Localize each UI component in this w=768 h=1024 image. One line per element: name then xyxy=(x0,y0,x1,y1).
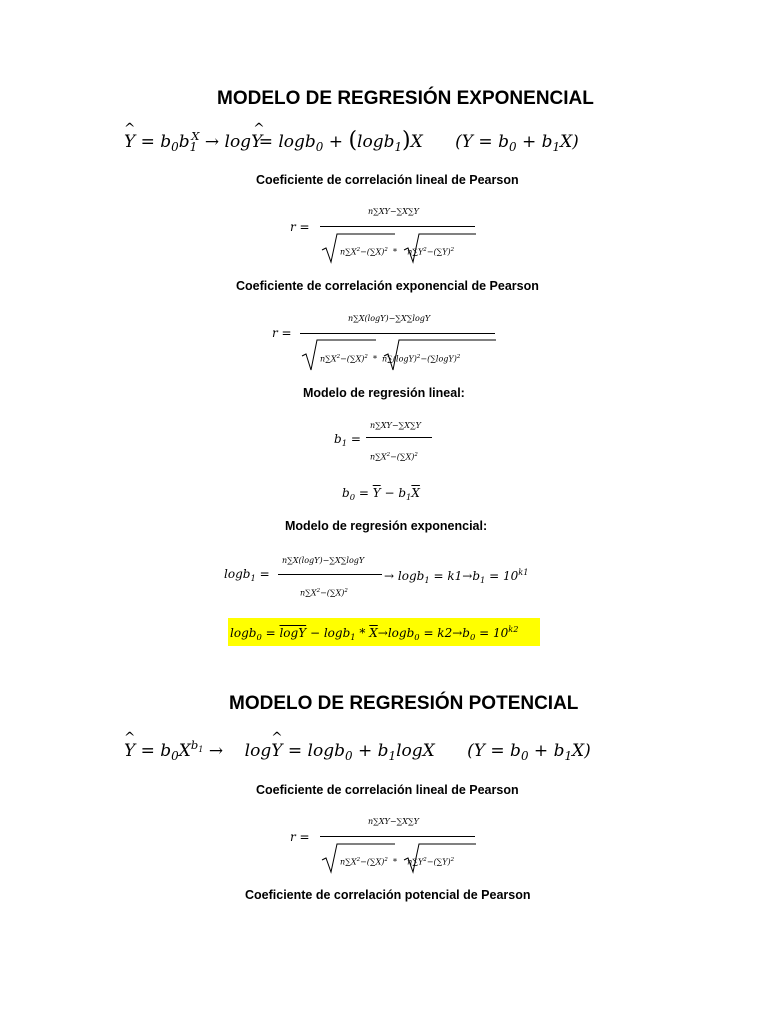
b1-formula-numerator: n∑XY−∑X∑Y xyxy=(370,421,421,430)
r-formula-linear-2-numerator: n∑XY−∑X∑Y xyxy=(368,817,419,826)
logb1-formula: logb$_1$ = xyxy=(224,567,270,583)
fraction-bar xyxy=(300,333,495,334)
logb1-result: → $\log b_1 = k1\to b_1 = 10^{k1}$ xyxy=(384,567,529,585)
fraction-bar xyxy=(320,226,475,227)
r-formula-exponential-numerator: n∑X(logY)−∑X∑logY xyxy=(348,314,431,323)
b1-formula-denominator: $n\sum X^2-(\sum X)^2$ xyxy=(370,452,418,462)
r-formula-exponential: r = xyxy=(272,326,292,340)
caption-exp-regression: Modelo de regresión exponencial: xyxy=(285,519,488,533)
logb1-formula-denominator: $n\sum X^2-(\sum X)^2$ xyxy=(300,588,348,598)
r-formula-linear-2-denominator: $n\sum X^2-(\sum X)^2$ * $n\sum Y^2-(\sum Y)^2$ xyxy=(340,857,455,867)
section-title-exponential: MODELO DE REGRESIÓN EXPONENCIAL xyxy=(217,88,594,109)
caption-exp-pearson: Coeficiente de correlación exponencial de Pearson xyxy=(236,279,539,293)
fraction-bar xyxy=(278,574,382,575)
logb0-formula: $\log b_0 = \log Y - \log b_1 * \overline{X}\to\log b_0 = k2\to b_0 = 10^{k2}$ xyxy=(230,624,519,642)
section-title-potential: MODELO DE REGRESIÓN POTENCIAL xyxy=(229,693,579,714)
r-formula-linear-1-denominator: $n\sum X^2-(\sum X)^2$ * $n\sum Y^2-(\sum Y)^2$ xyxy=(340,247,455,257)
fraction-bar xyxy=(366,437,432,438)
b0-formula: $b_0 = \overline{Y} - b_1\overline{X}$ xyxy=(342,486,420,502)
r-formula-linear-2: r = xyxy=(290,830,310,844)
caption-pot-pearson: Coeficiente de correlación potencial de Pearson xyxy=(245,888,531,902)
fraction-bar xyxy=(320,836,475,837)
r-formula-linear-1: r = xyxy=(290,220,310,234)
logb1-formula-numerator: n∑X(logY)−∑X∑logY xyxy=(282,556,365,565)
b1-formula: $b_1$ = xyxy=(334,432,361,448)
r-formula-exponential-denominator: $n\sum X^2-(\sum X)^2 * n\sum(\log Y)^2-(\sum\log Y)^2$ xyxy=(320,354,461,364)
caption-linear-pearson-2: Coeficiente de correlación lineal de Pearson xyxy=(256,783,519,797)
potential-model-equation: ^ $Y = b_0X^{b_1}$ → log^ $Y = \log b_0 + b_1\log X$ $(Y = b_0 + b_1X)$ xyxy=(124,738,591,763)
exponential-model-equation: ^ $Y = b_0b_1^X \to \log Y = \log b_0 + (\log b_1)X$ $(Y = b_0 + b_1X)$ xyxy=(124,128,579,154)
r-formula-linear-1-numerator: n∑XY−∑X∑Y xyxy=(368,207,419,216)
caption-linear-regression: Modelo de regresión lineal: xyxy=(303,386,465,400)
caption-linear-pearson-1: Coeficiente de correlación lineal de Pearson xyxy=(256,173,519,187)
